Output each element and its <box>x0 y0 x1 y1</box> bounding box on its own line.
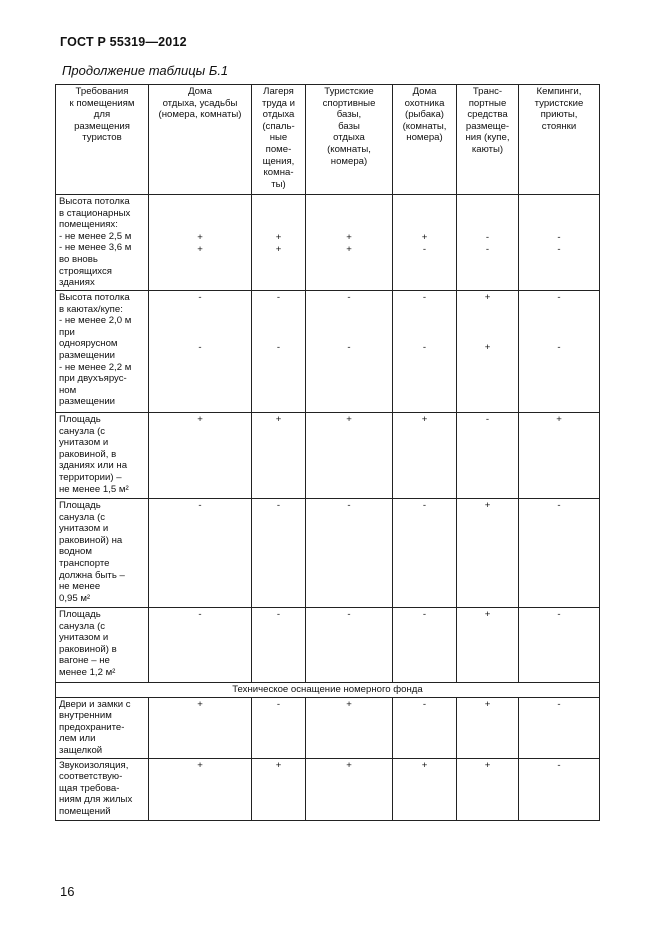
standard-designation: ГОСТ Р 55319—2012 <box>60 35 187 49</box>
text-line: (рыбака) <box>405 109 444 121</box>
text-line: должна быть – <box>59 569 125 581</box>
text-line: не менее 1,5 м² <box>59 483 129 495</box>
header-campings <box>519 85 600 195</box>
text-line: - <box>557 243 561 255</box>
text-line: каюты) <box>471 143 504 155</box>
text-line: + <box>484 609 491 620</box>
cell <box>149 413 252 499</box>
text-line: раковиной) на <box>59 534 123 546</box>
header-rest-homes <box>149 85 252 195</box>
text-line: - <box>485 232 490 243</box>
text-line: комна- <box>263 167 294 179</box>
text-line: щения, <box>262 155 295 167</box>
text-line: + <box>197 414 203 425</box>
table-row <box>56 608 600 683</box>
text-line: соответствую- <box>59 771 123 783</box>
text-line: - <box>198 292 202 303</box>
text-line: к помещениям <box>69 97 135 109</box>
requirements-table <box>55 84 600 821</box>
text-line: Кемпинги, <box>536 86 582 97</box>
header-transport <box>457 85 519 195</box>
text-line: ные <box>269 132 288 144</box>
text-line: ниям для жилых <box>59 794 133 806</box>
cell <box>457 608 519 683</box>
cell <box>393 608 457 683</box>
text-line: + <box>484 500 491 511</box>
cell <box>306 291 393 413</box>
text-line: труда и <box>261 97 296 109</box>
text-line: унитазом и <box>59 437 109 449</box>
cell <box>306 608 393 683</box>
text-line: ния (купе, <box>465 132 510 144</box>
text-line: - <box>557 759 561 771</box>
text-line: - <box>422 500 427 511</box>
text-line: строящихся <box>59 265 112 277</box>
cell <box>457 499 519 608</box>
text-line: Площадь <box>59 414 101 425</box>
cell <box>252 499 306 608</box>
text-line: размещении <box>59 396 116 408</box>
text-line: - не менее 3,6 м <box>59 242 132 254</box>
row-label <box>56 758 149 820</box>
cell <box>252 758 306 820</box>
cell <box>457 291 519 413</box>
text-line: + <box>556 414 562 425</box>
text-line: - <box>347 341 351 353</box>
text-line: + <box>484 759 491 771</box>
text-line: раковиной) в <box>59 643 117 655</box>
cell <box>519 499 600 608</box>
text-line: + <box>197 243 203 255</box>
text-line: лем или <box>59 733 96 745</box>
text-line: Лагеря <box>263 86 294 97</box>
header-tourist-bases <box>306 85 393 195</box>
text-line: - не менее 2,0 м <box>59 315 132 327</box>
text-line: унитазом и <box>59 632 109 644</box>
text-line: - не менее 2,5 м <box>59 230 132 242</box>
text-line: в стационарных <box>59 207 131 219</box>
text-line: + <box>275 414 282 425</box>
text-line: Дома <box>412 86 437 97</box>
cell <box>519 608 600 683</box>
cell <box>149 499 252 608</box>
table-row <box>56 697 600 758</box>
text-line: отдыха <box>333 132 365 144</box>
text-line: + <box>484 292 491 303</box>
text-line: водном <box>59 546 92 558</box>
text-line: предохраните- <box>59 721 125 733</box>
header-work-camps <box>252 85 306 195</box>
text-line: в каютах/купе: <box>59 303 123 315</box>
text-line: базы, <box>336 109 362 121</box>
text-line: внутренним <box>59 710 112 722</box>
page-number: 16 <box>60 884 75 899</box>
cell <box>393 195 457 291</box>
text-line: - <box>347 609 351 620</box>
row-label <box>56 697 149 758</box>
text-line: спортивные <box>322 97 376 109</box>
text-line: щая требова- <box>59 782 120 794</box>
cell <box>149 291 252 413</box>
text-line: + <box>346 414 352 425</box>
cell <box>149 608 252 683</box>
text-line: - <box>347 292 351 303</box>
text-line: (спаль- <box>262 120 295 132</box>
section-title: Техническое оснащение номерного фонда <box>56 683 600 698</box>
text-line: помещениях: <box>59 219 118 231</box>
text-line: (комнаты, <box>327 143 371 155</box>
text-line: - <box>485 414 490 425</box>
text-line: + <box>275 232 282 243</box>
table-header-row <box>56 85 600 195</box>
cell <box>393 697 457 758</box>
text-line: санузла (с <box>59 511 106 523</box>
cell <box>519 697 600 758</box>
text-line: Высота потолка <box>59 292 130 303</box>
cell <box>149 697 252 758</box>
text-line: размещении <box>59 349 116 361</box>
cell <box>306 499 393 608</box>
text-line: Двери и замки с <box>59 698 131 710</box>
section-row <box>56 683 600 698</box>
text-line: - <box>422 609 427 620</box>
text-line: + <box>346 232 352 243</box>
text-line: + <box>197 698 203 710</box>
text-line: раковиной, в <box>59 448 117 460</box>
cell <box>306 758 393 820</box>
text-line: номера) <box>330 155 368 167</box>
text-line: + <box>197 232 203 243</box>
cell <box>252 195 306 291</box>
text-line: - <box>485 243 490 255</box>
text-line: - <box>276 698 281 710</box>
text-line: - <box>198 500 202 511</box>
cell <box>457 413 519 499</box>
row-label <box>56 195 149 291</box>
cell <box>252 413 306 499</box>
text-line: размеще- <box>465 120 510 132</box>
cell <box>393 499 457 608</box>
text-line: туристские <box>534 97 584 109</box>
text-line: охотника <box>404 97 445 109</box>
text-line: - не менее 2,2 м <box>59 361 132 373</box>
text-line: Дома <box>188 86 212 97</box>
text-line: (номера, комнаты) <box>158 109 242 121</box>
text-line: Высота потолка <box>59 196 130 207</box>
text-line: - <box>422 341 427 353</box>
text-line: номера) <box>406 132 443 144</box>
text-line: Звукоизоляция, <box>59 759 129 771</box>
text-line: санузла (с <box>59 620 106 632</box>
text-line: при двухъярус- <box>59 373 127 385</box>
text-line: - <box>198 341 202 353</box>
row-label <box>56 499 149 608</box>
row-label <box>56 291 149 413</box>
text-line: не менее <box>59 581 101 593</box>
text-line: + <box>421 232 428 243</box>
cell <box>457 758 519 820</box>
text-line: - <box>557 698 561 710</box>
text-line: отдыха, усадьбы <box>162 97 238 109</box>
text-line: зданиях или на <box>59 460 128 472</box>
cell <box>519 195 600 291</box>
text-line: менее 1,2 м² <box>59 666 116 678</box>
cell <box>149 195 252 291</box>
text-line: + <box>275 243 282 255</box>
text-line: + <box>346 759 352 771</box>
text-line: во вновь <box>59 253 98 265</box>
cell <box>306 697 393 758</box>
cell <box>393 758 457 820</box>
text-line: + <box>421 759 428 771</box>
text-line: зданиях <box>59 277 95 289</box>
text-line: - <box>347 500 351 511</box>
cell <box>393 413 457 499</box>
table-row <box>56 413 600 499</box>
row-label <box>56 413 149 499</box>
text-line: транспорте <box>59 557 110 569</box>
text-line: одноярусном <box>59 338 118 350</box>
cell <box>457 697 519 758</box>
text-line: ном <box>59 384 77 396</box>
text-line: помещений <box>59 805 111 817</box>
text-line: Транс- <box>472 86 503 97</box>
text-line: отдыха <box>262 109 295 121</box>
text-line: + <box>421 414 428 425</box>
text-line: при <box>59 326 75 338</box>
header-hunter-houses <box>393 85 457 195</box>
text-line: - <box>422 292 427 303</box>
cell <box>457 195 519 291</box>
text-line: - <box>276 292 281 303</box>
cell <box>306 195 393 291</box>
text-line: Туристские <box>324 86 374 97</box>
cell <box>519 413 600 499</box>
cell <box>519 758 600 820</box>
text-line: размещения <box>74 120 130 132</box>
cell <box>252 608 306 683</box>
text-line: Требования <box>75 86 129 97</box>
text-line: + <box>346 243 352 255</box>
text-line: поме- <box>265 143 292 155</box>
text-line: территории) – <box>59 471 122 483</box>
text-line: ты) <box>271 178 286 190</box>
text-line: туристов <box>82 132 122 144</box>
cell <box>519 291 600 413</box>
text-line: стоянки <box>541 120 577 132</box>
text-line: унитазом и <box>59 523 109 535</box>
text-line: Площадь <box>59 609 101 620</box>
text-line: - <box>276 341 281 353</box>
text-line: для <box>93 109 111 121</box>
text-line: Площадь <box>59 500 101 511</box>
header-requirements <box>56 85 149 195</box>
text-line: - <box>276 500 281 511</box>
text-line: - <box>276 609 281 620</box>
text-line: (комнаты, <box>402 120 447 132</box>
text-line: санузла (с <box>59 425 106 437</box>
cell <box>252 697 306 758</box>
text-line: - <box>422 698 427 710</box>
table-row <box>56 758 600 820</box>
table-row <box>56 291 600 413</box>
text-line: - <box>557 292 561 303</box>
text-line: 0,95 м² <box>59 592 91 604</box>
text-line: - <box>422 243 427 255</box>
text-line: защелкой <box>59 744 103 756</box>
text-line: + <box>197 759 203 771</box>
row-label <box>56 608 149 683</box>
cell <box>393 291 457 413</box>
text-line: портные <box>468 97 507 109</box>
cell <box>149 758 252 820</box>
cell <box>252 291 306 413</box>
text-line: - <box>557 500 561 511</box>
text-line: + <box>275 759 282 771</box>
text-line: приюты, <box>540 109 578 121</box>
table-caption: Продолжение таблицы Б.1 <box>62 63 229 78</box>
text-line: - <box>198 609 202 620</box>
text-line: средства <box>467 109 508 121</box>
table-row <box>56 195 600 291</box>
text-line: - <box>557 341 561 353</box>
text-line: базы <box>338 120 360 132</box>
text-line: вагоне – не <box>59 655 110 667</box>
table-row <box>56 499 600 608</box>
cell <box>306 413 393 499</box>
text-line: - <box>557 232 561 243</box>
text-line: + <box>484 341 491 353</box>
text-line: + <box>346 698 352 710</box>
text-line: + <box>484 698 491 710</box>
text-line: - <box>557 609 561 620</box>
